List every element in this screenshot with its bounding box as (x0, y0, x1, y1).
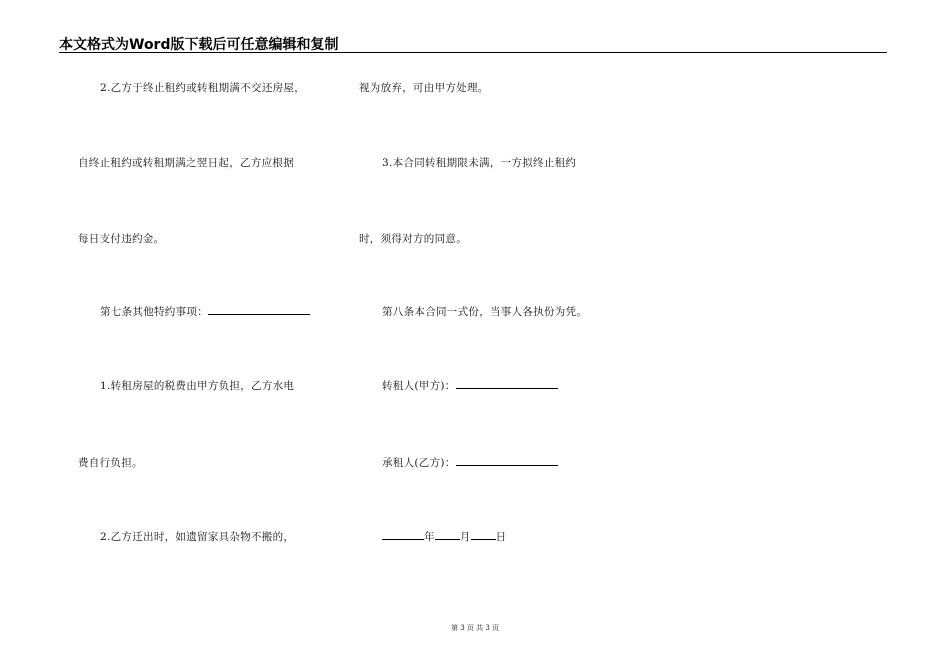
lessee-signature-blank (456, 456, 558, 466)
header-divider (59, 52, 887, 53)
month-blank (435, 530, 460, 540)
sublessor-label: 转租人(甲方)： (382, 380, 456, 392)
month-label: 月 (459, 531, 471, 543)
right-line-6 (382, 455, 558, 470)
year-blank (382, 530, 424, 540)
right-line-4: 第八条本合同一式份，当事人各执份为凭。 (382, 306, 588, 318)
page-footer: 第 3 页 共 3 页 (450, 624, 500, 632)
right-line-1: 视为放弃，可由甲方处理。 (359, 82, 489, 94)
special-terms-blank (208, 305, 310, 315)
special-terms-label: 第七条其他特约事项： (100, 306, 208, 318)
document-header-title: 本文格式为Word版下载后可任意编辑和复制 (59, 37, 339, 53)
left-line-7: 2.乙方迁出时，如遗留家具杂物不搬的， (100, 531, 295, 543)
right-line-3: 时，须得对方的同意。 (359, 233, 467, 245)
day-blank (471, 530, 496, 540)
left-line-5: 1.转租房屋的税费由甲方负担，乙方水电 (100, 380, 295, 392)
day-label: 日 (495, 531, 507, 543)
right-line-2: 3.本合同转租期限未满，一方拟终止租约 (382, 157, 577, 169)
left-line-4 (100, 304, 310, 319)
year-label: 年 (424, 531, 435, 543)
left-line-1: 2.乙方于终止租约或转租期满不交还房屋， (100, 82, 306, 94)
left-line-6: 费自行负担。 (78, 457, 143, 469)
left-line-3: 每日支付违约金。 (78, 233, 165, 245)
right-line-5 (382, 378, 558, 393)
sublessor-signature-blank (456, 379, 558, 389)
lessee-label: 承租人(乙方)： (382, 457, 456, 469)
right-line-7-date (382, 529, 506, 544)
left-line-2: 自终止租约或转租期满之翌日起，乙方应根据 (78, 157, 294, 169)
